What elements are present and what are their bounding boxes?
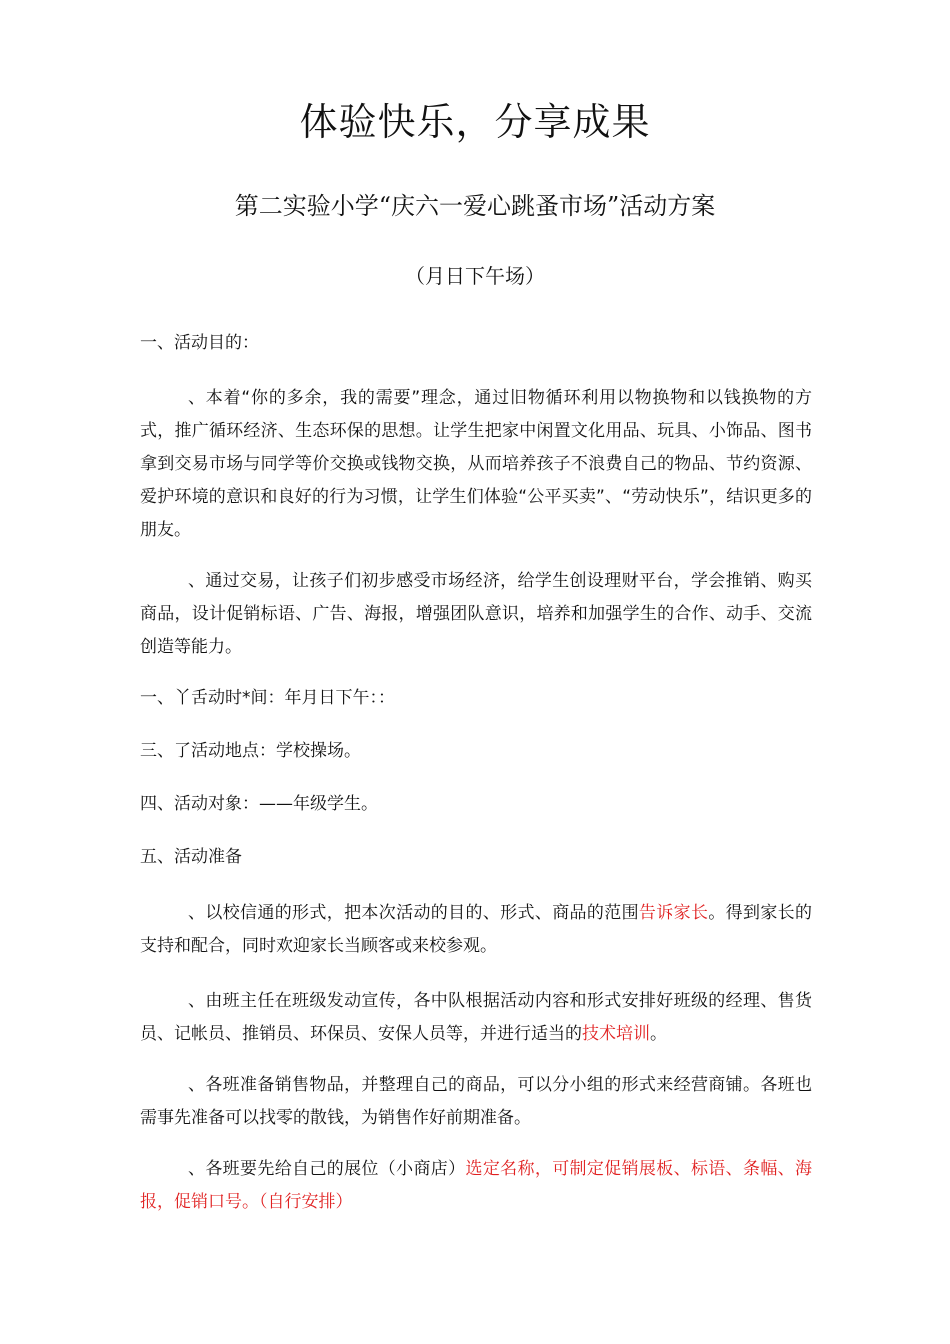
document-subtitle: 第二实验小学“庆六一爱心跳蚤市场”活动方案 xyxy=(234,192,716,220)
preparation-1-text: 、以校信通的形式，把本次活动的目的、形式、商品的范围 xyxy=(188,903,639,923)
purpose-heading: 一、活动目的： xyxy=(140,333,259,353)
preparation-paragraph-4 xyxy=(140,1153,812,1219)
activity-target-line: 四、活动对象：——年级学生。 xyxy=(140,794,378,814)
preparation-2-highlight: 技术培训 xyxy=(582,1024,650,1044)
preparation-2-text: 、由班主任在班级发动宣传，各中队根据活动内容和形式安排好班级的经理、售货员、记帐员、推销员、环保员、安保人员等，并进行适当的 xyxy=(140,991,812,1044)
preparation-4-text: 、各班要先给自己的展位（小商店） xyxy=(188,1159,466,1179)
preparation-heading: 五、活动准备 xyxy=(140,847,242,867)
preparation-paragraph-2 xyxy=(140,985,812,1051)
preparation-paragraph-3: 、各班准备销售物品，并整理自己的商品，可以分小组的形式来经营商铺。各班也需事先准备可以找零的散钱，为销售作好前期准备。 xyxy=(140,1075,812,1128)
purpose-paragraph-1: 、本着“你的多余，我的需要”理念，通过旧物循环利用以物换物和以钱换物的方式，推广循环经济、生态环保的思想。让学生把家中闲置文化用品、玩具、小饰品、图书拿到交易市场与同学等价交换或钱物交换，从而培养孩子不浪费自己的物品、节约资源、爱护环境的意识和良好的行为习惯，让学生们体验“公平买卖”、“劳动快乐”，结识更多的朋友。 xyxy=(140,388,812,540)
document-title: 体验快乐，分享成果 xyxy=(299,100,651,144)
purpose-paragraph-2: 、通过交易，让孩子们初步感受市场经济，给学生创设理财平台，学会推销、购买商品，设计促销标语、广告、海报，增强团队意识，培养和加强学生的合作、动手、交流创造等能力。 xyxy=(140,571,812,657)
preparation-2-text-end: 。 xyxy=(650,1024,667,1044)
date-line: （月日下午场） xyxy=(405,264,545,288)
preparation-4-highlight: 选定名称，可制定促销展板、标语、条幅、海报，促销口号。（自行安排） xyxy=(140,1159,813,1212)
preparation-1-text-end: 。得到家长的支持和配合，同时欢迎家长当顾客或来校参观。 xyxy=(140,903,813,956)
activity-place-line: 三、了活动地点：学校操场。 xyxy=(140,741,361,761)
activity-time-line: 一、丫舌动时*间：年月日下午：： xyxy=(140,688,395,708)
preparation-1-highlight: 告诉家长 xyxy=(638,903,709,923)
preparation-paragraph-1 xyxy=(140,897,812,963)
